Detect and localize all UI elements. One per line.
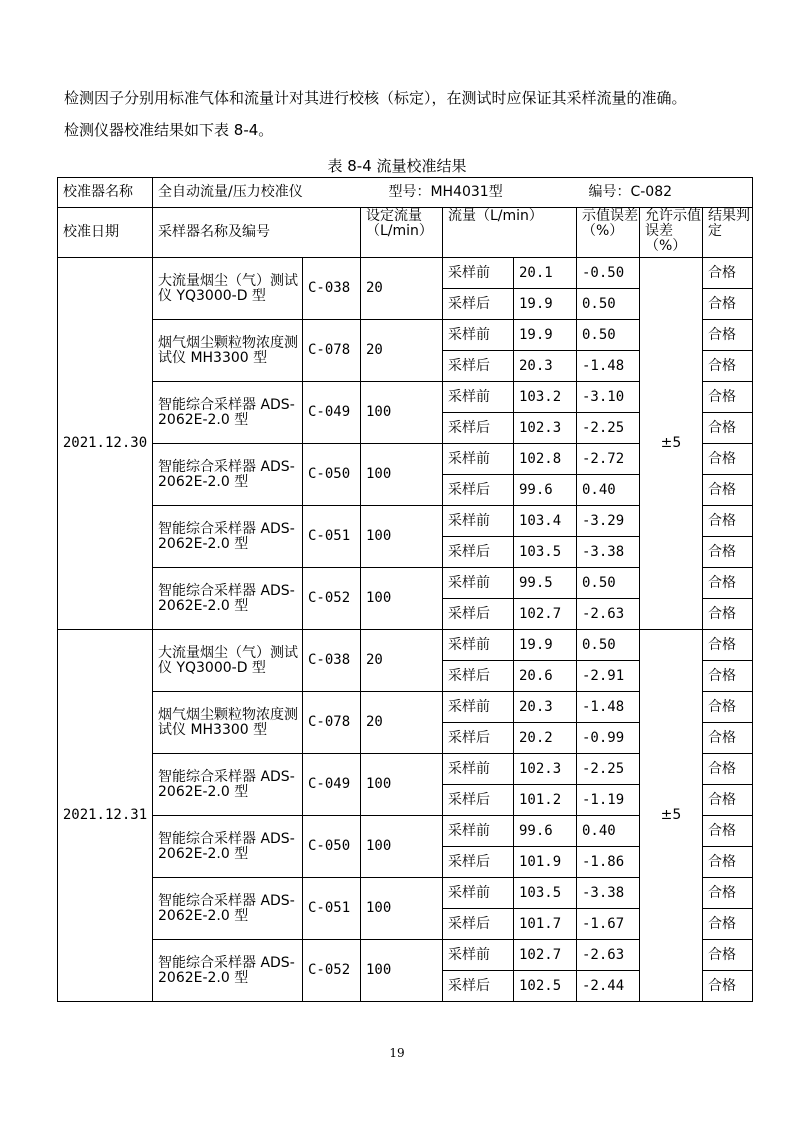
measured-flow: 20.3 bbox=[514, 692, 577, 723]
result-verdict: 合格 bbox=[703, 971, 753, 1002]
table-reference-paragraph: 检测仪器校准结果如下表 8-4。 bbox=[64, 121, 274, 139]
result-verdict: 合格 bbox=[703, 444, 753, 475]
sampling-phase: 采样前 bbox=[443, 878, 514, 909]
set-flow: 100 bbox=[361, 506, 443, 568]
set-flow: 100 bbox=[361, 568, 443, 630]
set-flow: 20 bbox=[361, 320, 443, 382]
sampler-code: C-051 bbox=[303, 506, 361, 568]
indication-error: 0.50 bbox=[577, 320, 640, 351]
measured-flow: 20.3 bbox=[514, 351, 577, 382]
indication-error: -3.10 bbox=[577, 382, 640, 413]
intro-paragraph: 检测因子分别用标准气体和流量计对其进行校核（标定），在测试时应保证其采样流量的准确。 bbox=[64, 89, 687, 107]
header-flow: 流量（L/min） bbox=[443, 208, 577, 258]
indication-error: -1.86 bbox=[577, 847, 640, 878]
sampler-name: 烟气烟尘颗粒物浓度测试仪 MH3300 型 bbox=[153, 320, 303, 382]
result-verdict: 合格 bbox=[703, 568, 753, 599]
indication-error: -0.50 bbox=[577, 258, 640, 289]
set-flow: 20 bbox=[361, 258, 443, 320]
result-verdict: 合格 bbox=[703, 537, 753, 568]
set-flow: 20 bbox=[361, 692, 443, 754]
indication-error: -2.25 bbox=[577, 413, 640, 444]
set-flow: 100 bbox=[361, 878, 443, 940]
sampler-name: 智能综合采样器 ADS-2062E-2.0 型 bbox=[153, 940, 303, 1002]
indication-error: 0.40 bbox=[577, 816, 640, 847]
indication-error: 0.40 bbox=[577, 475, 640, 506]
sampling-phase: 采样后 bbox=[443, 351, 514, 382]
result-verdict: 合格 bbox=[703, 754, 753, 785]
measured-flow: 99.5 bbox=[514, 568, 577, 599]
measured-flow: 103.5 bbox=[514, 878, 577, 909]
result-verdict: 合格 bbox=[703, 320, 753, 351]
header-sampler: 采样器名称及编号 bbox=[153, 208, 361, 258]
sampler-name: 智能综合采样器 ADS-2062E-2.0 型 bbox=[153, 382, 303, 444]
sampler-code: C-078 bbox=[303, 692, 361, 754]
measured-flow: 19.9 bbox=[514, 320, 577, 351]
result-verdict: 合格 bbox=[703, 289, 753, 320]
measured-flow: 20.1 bbox=[514, 258, 577, 289]
sampler-name: 智能综合采样器 ADS-2062E-2.0 型 bbox=[153, 878, 303, 940]
measured-flow: 99.6 bbox=[514, 475, 577, 506]
sampler-code: C-049 bbox=[303, 754, 361, 816]
result-verdict: 合格 bbox=[703, 506, 753, 537]
sampling-phase: 采样后 bbox=[443, 785, 514, 816]
measured-flow: 102.7 bbox=[514, 599, 577, 630]
sampling-phase: 采样后 bbox=[443, 475, 514, 506]
sampling-phase: 采样后 bbox=[443, 413, 514, 444]
sampler-name: 智能综合采样器 ADS-2062E-2.0 型 bbox=[153, 816, 303, 878]
set-flow: 100 bbox=[361, 816, 443, 878]
sampling-phase: 采样前 bbox=[443, 320, 514, 351]
result-verdict: 合格 bbox=[703, 599, 753, 630]
indication-error: -1.48 bbox=[577, 692, 640, 723]
result-verdict: 合格 bbox=[703, 878, 753, 909]
allowed-error: ±5 bbox=[640, 630, 703, 1002]
sampling-phase: 采样后 bbox=[443, 971, 514, 1002]
set-flow: 20 bbox=[361, 630, 443, 692]
indication-error: -2.44 bbox=[577, 971, 640, 1002]
indication-error: -3.38 bbox=[577, 537, 640, 568]
indication-error: -3.38 bbox=[577, 878, 640, 909]
result-verdict: 合格 bbox=[703, 816, 753, 847]
table-caption: 表 8-4 流量校准结果 bbox=[327, 157, 467, 175]
result-verdict: 合格 bbox=[703, 475, 753, 506]
measured-flow: 19.9 bbox=[514, 289, 577, 320]
sampler-name: 大流量烟尘（气）测试仪 YQ3000-D 型 bbox=[153, 258, 303, 320]
sampler-code: C-038 bbox=[303, 258, 361, 320]
measured-flow: 103.2 bbox=[514, 382, 577, 413]
indication-error: -1.67 bbox=[577, 909, 640, 940]
sampling-phase: 采样前 bbox=[443, 940, 514, 971]
calibrator-info bbox=[153, 178, 753, 208]
result-verdict: 合格 bbox=[703, 630, 753, 661]
measured-flow: 101.7 bbox=[514, 909, 577, 940]
sampler-code: C-052 bbox=[303, 568, 361, 630]
sampling-phase: 采样后 bbox=[443, 909, 514, 940]
sampling-phase: 采样后 bbox=[443, 661, 514, 692]
table-row bbox=[58, 258, 753, 289]
calibrator-label: 校准器名称 bbox=[58, 178, 153, 208]
measured-flow: 103.4 bbox=[514, 506, 577, 537]
measured-flow: 102.8 bbox=[514, 444, 577, 475]
calibrator-model: 型号：MH4031型 bbox=[388, 184, 503, 200]
sampler-code: C-052 bbox=[303, 940, 361, 1002]
calibrator-name: 全自动流量/压力校准仪 bbox=[158, 184, 303, 200]
set-flow: 100 bbox=[361, 444, 443, 506]
indication-error: -2.91 bbox=[577, 661, 640, 692]
calibrator-row bbox=[58, 178, 753, 208]
result-verdict: 合格 bbox=[703, 661, 753, 692]
sampler-name: 大流量烟尘（气）测试仪 YQ3000-D 型 bbox=[153, 630, 303, 692]
header-date: 校准日期 bbox=[58, 208, 153, 258]
measured-flow: 102.3 bbox=[514, 754, 577, 785]
indication-error: -2.63 bbox=[577, 599, 640, 630]
indication-error: -1.48 bbox=[577, 351, 640, 382]
measured-flow: 103.5 bbox=[514, 537, 577, 568]
sampling-phase: 采样后 bbox=[443, 537, 514, 568]
sampler-code: C-049 bbox=[303, 382, 361, 444]
sampler-code: C-038 bbox=[303, 630, 361, 692]
sampling-phase: 采样前 bbox=[443, 444, 514, 475]
sampler-code: C-050 bbox=[303, 444, 361, 506]
measured-flow: 19.9 bbox=[514, 630, 577, 661]
indication-error: 0.50 bbox=[577, 630, 640, 661]
calibration-date: 2021.12.31 bbox=[58, 630, 153, 1002]
result-verdict: 合格 bbox=[703, 723, 753, 754]
allowed-error: ±5 bbox=[640, 258, 703, 630]
sampling-phase: 采样前 bbox=[443, 630, 514, 661]
sampler-code: C-051 bbox=[303, 878, 361, 940]
measured-flow: 20.6 bbox=[514, 661, 577, 692]
measured-flow: 20.2 bbox=[514, 723, 577, 754]
indication-error: -3.29 bbox=[577, 506, 640, 537]
calibrator-number: 编号：C-082 bbox=[588, 184, 673, 200]
page-number: 19 bbox=[389, 1046, 405, 1060]
indication-error: -2.63 bbox=[577, 940, 640, 971]
sampling-phase: 采样前 bbox=[443, 692, 514, 723]
indication-error: 0.50 bbox=[577, 568, 640, 599]
calibration-table bbox=[57, 177, 753, 1002]
sampling-phase: 采样前 bbox=[443, 382, 514, 413]
sampling-phase: 采样前 bbox=[443, 506, 514, 537]
result-verdict: 合格 bbox=[703, 847, 753, 878]
header-result: 结果判定 bbox=[703, 208, 753, 258]
indication-error: -2.25 bbox=[577, 754, 640, 785]
set-flow: 100 bbox=[361, 754, 443, 816]
measured-flow: 101.9 bbox=[514, 847, 577, 878]
result-verdict: 合格 bbox=[703, 940, 753, 971]
sampler-name: 智能综合采样器 ADS-2062E-2.0 型 bbox=[153, 568, 303, 630]
sampler-name: 智能综合采样器 ADS-2062E-2.0 型 bbox=[153, 754, 303, 816]
result-verdict: 合格 bbox=[703, 692, 753, 723]
sampling-phase: 采样后 bbox=[443, 289, 514, 320]
sampling-phase: 采样前 bbox=[443, 754, 514, 785]
measured-flow: 99.6 bbox=[514, 816, 577, 847]
result-verdict: 合格 bbox=[703, 258, 753, 289]
header-error: 示值误差（%） bbox=[577, 208, 640, 258]
sampling-phase: 采样前 bbox=[443, 816, 514, 847]
result-verdict: 合格 bbox=[703, 382, 753, 413]
set-flow: 100 bbox=[361, 940, 443, 1002]
header-allowed: 允许示值误差（%） bbox=[640, 208, 703, 258]
calibration-date: 2021.12.30 bbox=[58, 258, 153, 630]
sampling-phase: 采样后 bbox=[443, 599, 514, 630]
sampler-code: C-050 bbox=[303, 816, 361, 878]
table-row bbox=[58, 630, 753, 661]
indication-error: 0.50 bbox=[577, 289, 640, 320]
indication-error: -1.19 bbox=[577, 785, 640, 816]
measured-flow: 102.5 bbox=[514, 971, 577, 1002]
sampler-name: 智能综合采样器 ADS-2062E-2.0 型 bbox=[153, 444, 303, 506]
result-verdict: 合格 bbox=[703, 909, 753, 940]
sampling-phase: 采样前 bbox=[443, 258, 514, 289]
sampler-code: C-078 bbox=[303, 320, 361, 382]
sampling-phase: 采样前 bbox=[443, 568, 514, 599]
sampling-phase: 采样后 bbox=[443, 847, 514, 878]
measured-flow: 102.3 bbox=[514, 413, 577, 444]
sampler-name: 智能综合采样器 ADS-2062E-2.0 型 bbox=[153, 506, 303, 568]
indication-error: -0.99 bbox=[577, 723, 640, 754]
measured-flow: 101.2 bbox=[514, 785, 577, 816]
column-header-row bbox=[58, 208, 753, 258]
measured-flow: 102.7 bbox=[514, 940, 577, 971]
set-flow: 100 bbox=[361, 382, 443, 444]
sampler-name: 烟气烟尘颗粒物浓度测试仪 MH3300 型 bbox=[153, 692, 303, 754]
result-verdict: 合格 bbox=[703, 785, 753, 816]
header-set-flow: 设定流量（L/min） bbox=[361, 208, 443, 258]
result-verdict: 合格 bbox=[703, 351, 753, 382]
result-verdict: 合格 bbox=[703, 413, 753, 444]
sampling-phase: 采样后 bbox=[443, 723, 514, 754]
indication-error: -2.72 bbox=[577, 444, 640, 475]
